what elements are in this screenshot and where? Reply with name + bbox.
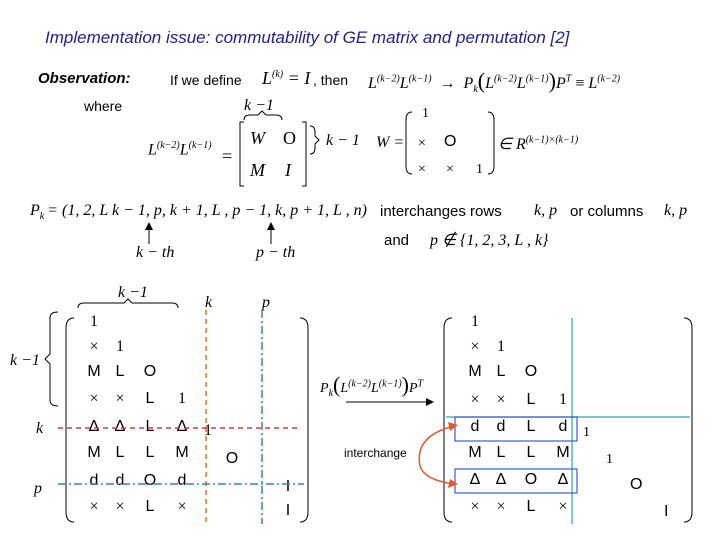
left-matrix-cell: Δ [88,418,100,435]
p-th-label: p − th [256,244,296,261]
block-k-minus-1-top: k −1 [244,97,274,114]
block-top-brace [244,111,282,120]
left-matrix-cell: O [225,450,239,467]
left-matrix-cell: 1 [178,390,186,407]
W-left-paren [406,112,412,174]
left-matrix-cell: M [175,444,189,461]
Pk-label: $P_k$ = [30,202,58,223]
right-matrix-cell: × [470,498,480,515]
left-matrix-cell: × [115,390,125,407]
left-matrix-cell: d [89,472,99,489]
right-matrix-cell: d [496,418,506,435]
right-matrix-right-bracket [684,318,692,522]
left-matrix-cell: × [115,498,125,515]
middle-expression: $P_k(L^{(k-2)}L^{(k-1)})P^T$ [320,372,424,399]
left-matrix-cell: d [177,472,187,489]
right-matrix-cell: M [468,363,482,380]
right-matrix-cell: L [496,363,506,380]
left-matrix-cell: × [89,498,99,515]
left-side-p: p [34,480,42,497]
left-side-k: k [36,420,44,437]
W-definition: W = [376,134,405,151]
left-matrix-cell: Δ [114,418,126,435]
kp-cols: k, p [664,202,688,219]
right-matrix-cell: Δ [469,471,481,488]
block-k-minus-1-side: k − 1 [326,132,360,149]
p-notin-set: p ∉ {1, 2, 3, L , k} [430,232,549,249]
interchange-label: interchange [344,446,407,460]
block-I: I [285,160,291,180]
W-in-R: ∈ $R^{(k-1)\times(k-1)}$ [498,134,579,153]
where-text: where [84,98,123,114]
right-matrix-cell: 1 [559,391,567,408]
left-matrix-cell: L [145,390,155,407]
left-top-k-minus-1: k −1 [118,284,148,301]
right-matrix-cell: × [470,338,480,355]
left-matrix-cell: I [285,502,291,519]
interchange-arrow-bottom [448,479,458,488]
right-extra-1a: 1 [583,425,590,440]
block-left-bracket [240,122,244,186]
right-extra-O: O [630,476,643,493]
p-th-arrow [267,222,275,230]
right-matrix-cell: 1 [497,338,505,355]
left-matrix-cell: M [87,444,101,461]
W-right-paren [488,112,494,174]
block-equals: = [222,146,233,166]
interchange-curve [419,426,454,484]
W-times-1: × [418,136,426,151]
left-matrix-cell: L [145,498,155,515]
or-columns-text: or columns [570,203,644,220]
right-matrix-cell: × [558,498,568,515]
left-matrix-cell: × [89,338,99,355]
right-matrix-cell: × [496,498,506,515]
left-matrix-cell: d [115,472,125,489]
left-matrix-cell: L [145,444,155,461]
block-side-brace [310,126,319,154]
right-matrix-cell: O [524,471,538,488]
left-matrix-cell: Δ [176,418,188,435]
right-matrix-cell: L [526,418,536,435]
left-side-brace [45,312,58,406]
right-matrix-cell: × [470,391,480,408]
right-extra-I: I [664,503,669,520]
left-matrix-left-bracket [66,318,74,522]
W-times-2: × [418,162,426,177]
interchange-arrow-top [448,422,458,431]
k-th-arrow [145,222,153,230]
left-top-k: k [205,294,213,311]
left-matrix-cell: × [177,498,187,515]
right-matrix-cell: L [526,444,536,461]
right-matrix-cell: d [470,418,480,435]
k-th-label: k − th [136,244,175,261]
then-text: , then [313,72,349,88]
block-lhs: $L^{(k-2)}L^{(k-1)}$ [148,140,212,159]
left-matrix-cell: I [285,478,291,495]
Pk-vector: (1, 2, L k − 1, p, k + 1, L , p − 1, k, p + 1, L , n) [62,202,367,219]
block-right-bracket [302,122,306,186]
left-matrix-cell: × [89,390,99,407]
middle-arrow [426,398,434,406]
left-matrix-cell: 1 [116,338,124,355]
W-one-top: 1 [422,106,429,121]
and-text: and [384,232,410,249]
block-W: W [250,128,265,148]
left-matrix-cell: L [145,418,155,435]
right-row-p-box [455,469,577,493]
left-matrix-cell: 1 [90,313,98,330]
observation-label: Observation: [38,70,131,87]
left-matrix-cell: O [143,472,157,489]
left-matrix-cell: M [87,363,101,380]
left-top-brace [78,299,178,308]
block-M: M [250,160,265,180]
right-row-k-box [455,417,577,441]
left-matrix-cell: 1 [204,422,212,439]
right-matrix-cell: Δ [495,471,507,488]
right-matrix-cell: d [558,418,568,435]
slide-title: Implementation issue: commutability of GE matrix and permutation [2] [45,28,570,47]
left-side-k-minus-1: k −1 [10,352,40,369]
kp-rows: k, p [534,202,558,219]
W-times-3: × [446,162,454,177]
right-matrix-cell: L [526,391,536,408]
right-matrix-cell: M [556,444,570,461]
right-extra-1b: 1 [606,452,613,467]
right-matrix-cell: L [496,444,506,461]
W-one-bot: 1 [476,162,483,177]
left-matrix-cell: O [143,363,157,380]
block-O: O [283,128,296,148]
left-top-p: p [262,294,270,311]
left-matrix-right-bracket [300,318,308,522]
if-we-define-text: If we define [170,72,242,88]
left-matrix-cell: L [115,363,125,380]
right-matrix-left-bracket [444,318,452,522]
right-matrix-cell: Δ [557,471,569,488]
interchanges-rows-text: interchanges rows [380,203,502,220]
right-matrix-cell: × [496,391,506,408]
right-matrix-cell: O [524,363,538,380]
left-matrix-cell: L [115,444,125,461]
then-expression: $L^{(k-2)}L^{(k-1)} \to P_k(L^{(k-2)}L^{(k-1)})P^T \equiv L^{(k-2)}$ [368,68,621,96]
W-O: O [444,133,457,150]
right-matrix-cell: 1 [471,313,479,330]
right-matrix-cell: M [468,444,482,461]
right-matrix-cell: L [526,498,536,515]
eq1-L: $L^{(k)} = I$ [262,68,311,88]
